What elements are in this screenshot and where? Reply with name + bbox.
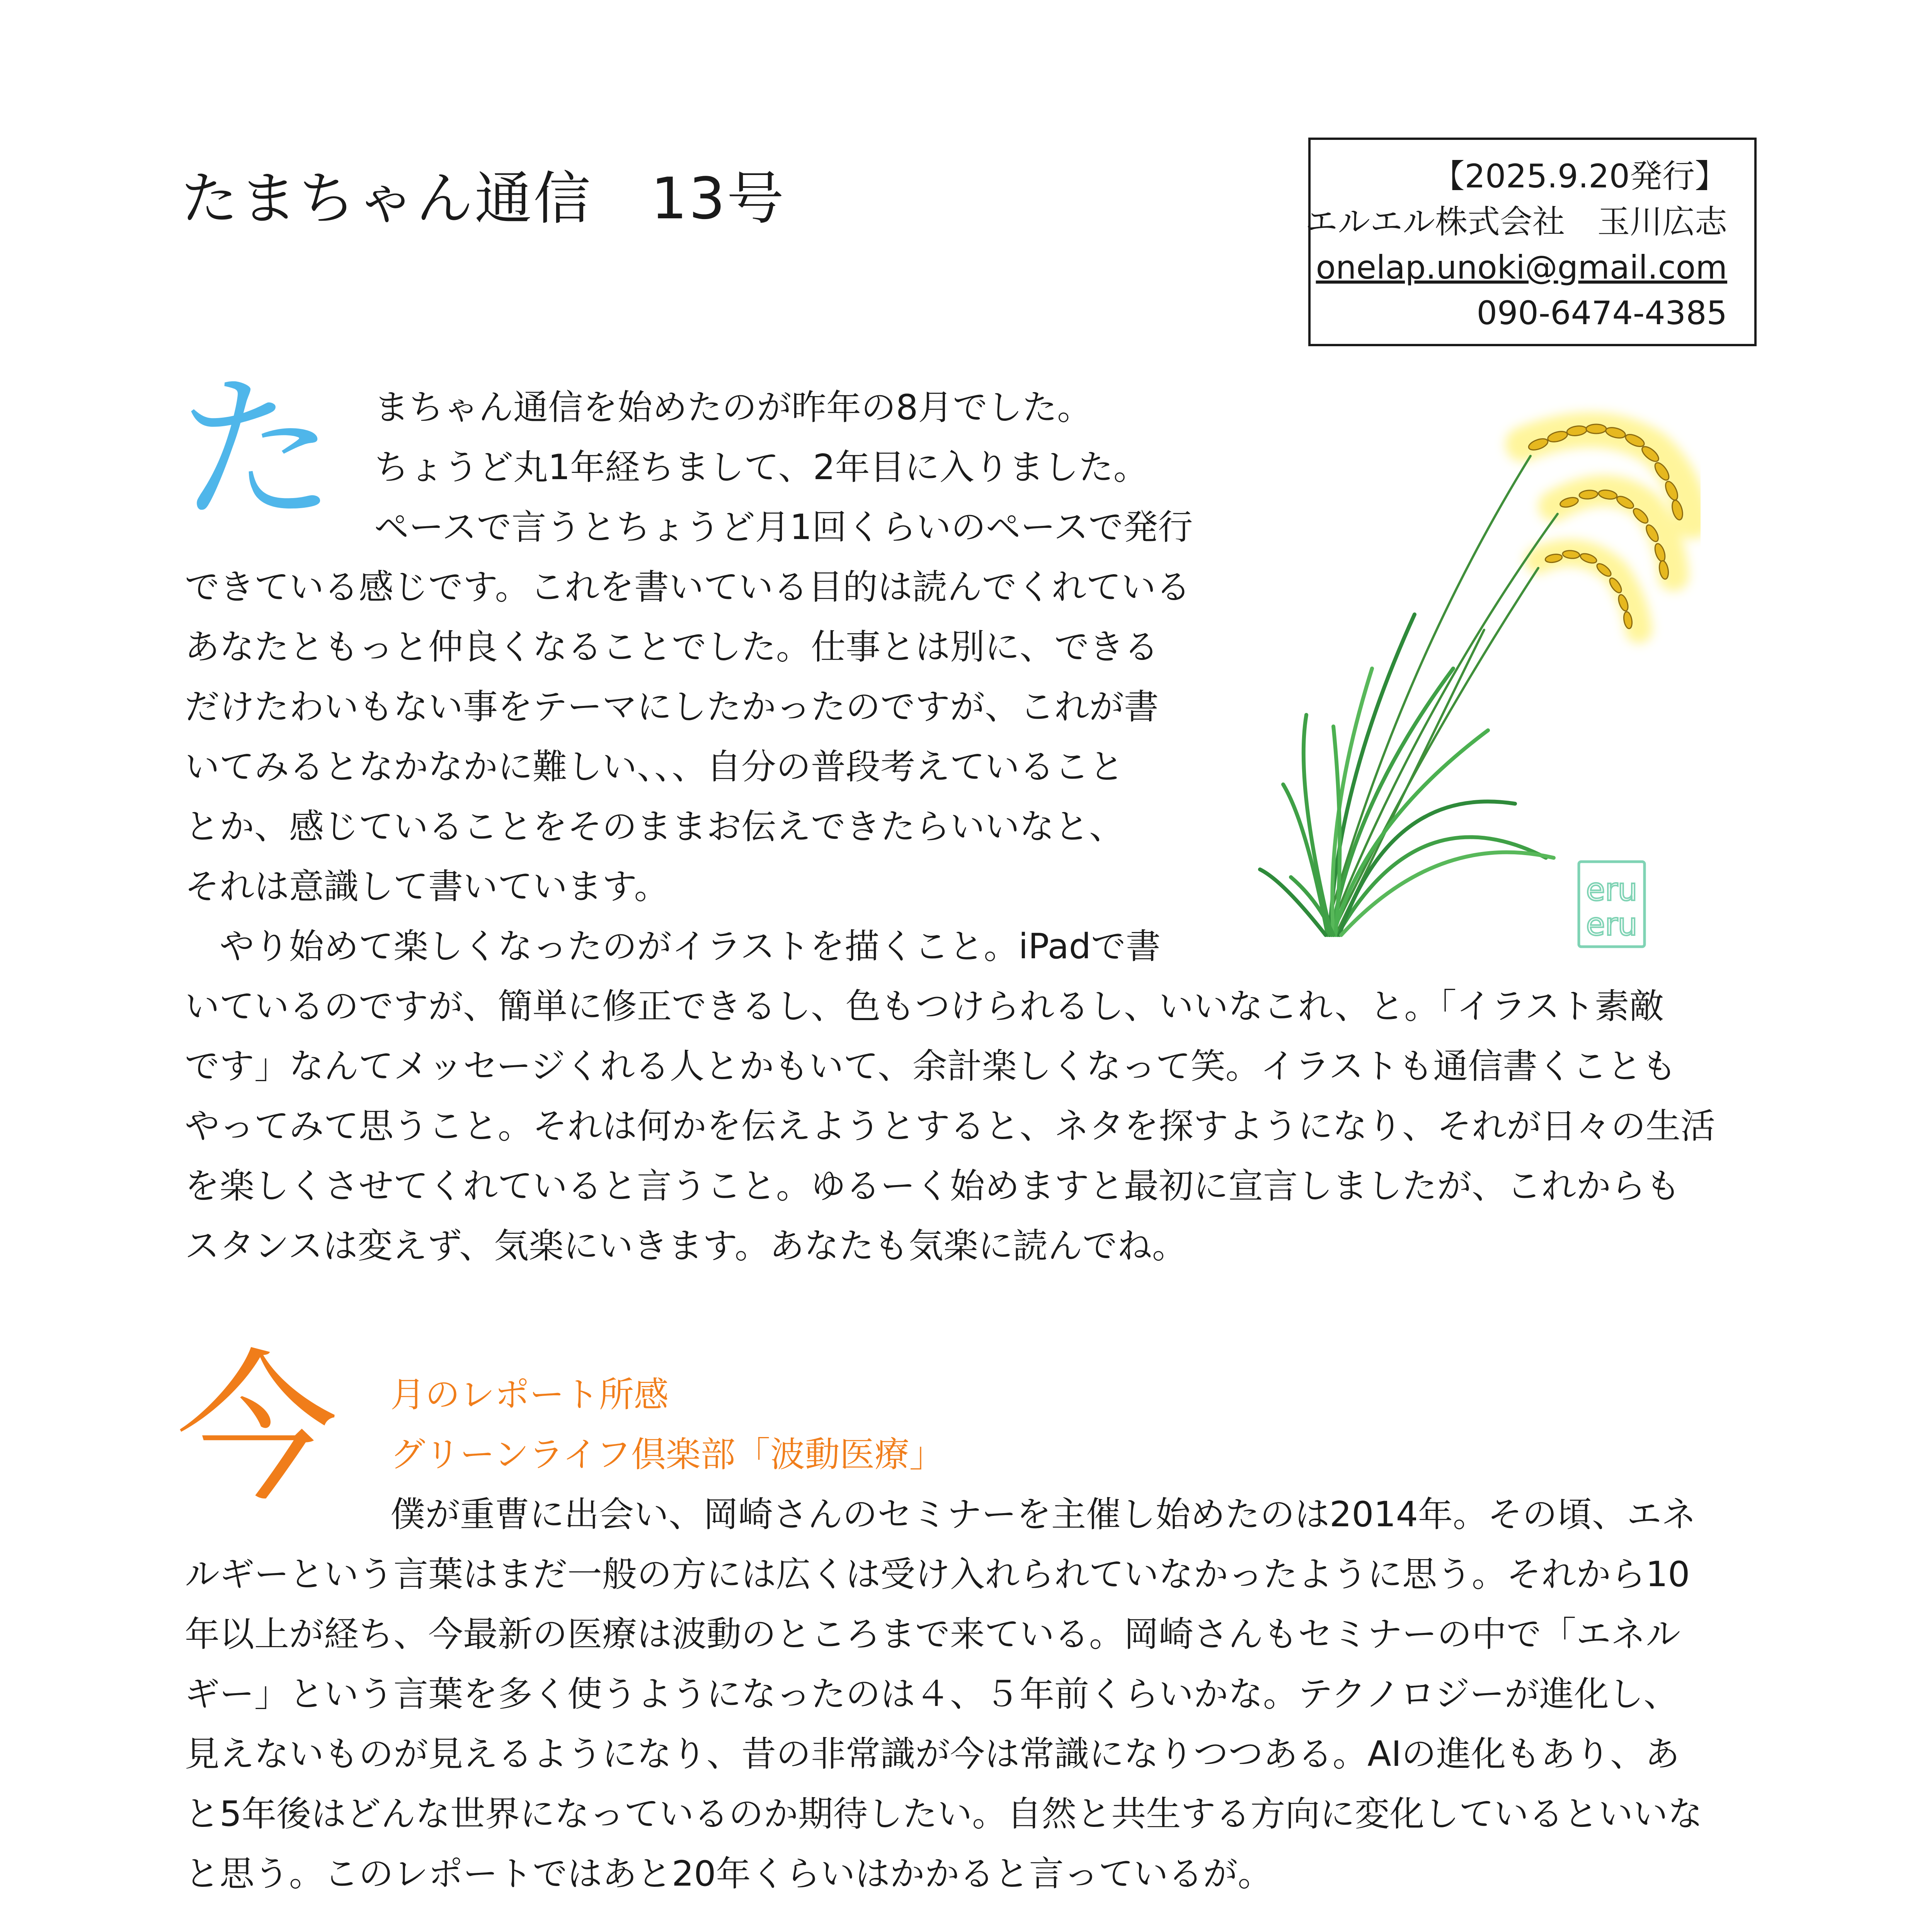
section1-line: いているのですが、簡単に修正できるし、色もつけられるし、いいなこれ、と。「イラスト素敵 — [185, 986, 1664, 1027]
eru-eru-signature — [1579, 862, 1645, 947]
dropcap-ta-1: た — [178, 358, 336, 543]
newsletter-title: たまちゃん通信 13号 — [181, 165, 786, 232]
section1-line: ペースで言うとちょうど月1回くらいのペースで発行 — [374, 507, 1193, 548]
section1-line: それは意識して書いています。 — [185, 866, 669, 907]
section1-line: いてみるとなかなかに難しい、、、自分の普段考えていること — [185, 747, 1124, 787]
section1-line: ちょうど丸1年経ちまして、2年目に入りました。 — [374, 447, 1148, 488]
company-name: エルエル株式会社 玉川広志 — [1305, 203, 1727, 241]
rice-stems — [1326, 456, 1558, 931]
section1-line: まちゃん通信を始めたのが昨年の8月でした。 — [374, 387, 1092, 428]
svg-text:eru: eru — [1586, 872, 1638, 908]
section1-line: あなたともっと仲良くなることでした。仕事とは別に、できる — [185, 627, 1159, 667]
phone-number: 090-6474-4385 — [1476, 294, 1727, 332]
section2-line: と思う。このレポートではあと20年くらいはかかると言っているが。 — [185, 1854, 1273, 1894]
section1-line: できている感じです。これを書いている目的は読んでくれている — [185, 567, 1191, 607]
section2-subheading: グリーンライフ倶楽部「波動医療」 — [390, 1434, 944, 1475]
email-link[interactable]: onelap.unoki@gmail.com — [1316, 248, 1727, 286]
section1-line: やってみて思うこと。それは何かを伝えようとすると、ネタを探すようになり、それが日々の生活 — [185, 1106, 1715, 1146]
section1-line: を楽しくさせてくれていると言うこと。ゆるーく始めますと最初に宣言しましたが、これからも — [185, 1166, 1680, 1206]
section1-line: やり始めて楽しくなったのがイラストを描くこと。iPadで書 — [185, 926, 1161, 967]
rice-leaves — [1260, 614, 1554, 935]
section2-line: ルギーという言葉はまだ一般の方には広くは受け入れられていなかったように思う。それから10 — [185, 1554, 1690, 1595]
section2-line: 年以上が経ち、今最新の医療は波動のところまで来ている。岡崎さんもセミナーの中で「エネル — [185, 1614, 1680, 1655]
section2-line: 僕が重曹に出会い、岡崎さんのセミナーを主催し始めたのは2014年。その頃、エネ — [390, 1494, 1697, 1535]
section1-line: とか、感じていることをそのままお伝えできたらいいなと、 — [185, 806, 1124, 847]
section1-line: スタンスは変えず、気楽にいきます。あなたも気楽に読んでね。 — [185, 1226, 1187, 1266]
publisher-info-box — [1305, 138, 1757, 346]
section1-line: だけたわいもない事をテーマにしたかったのですが、これが書 — [185, 687, 1159, 727]
dropcap-ima: 今 — [176, 1335, 338, 1524]
svg-text:eru: eru — [1586, 906, 1638, 942]
section2-line: と5年後はどんな世界になっているのか期待したい。自然と共生する方向に変化しているといいな — [185, 1794, 1703, 1834]
issue-date: 【2025.9.20発行】 — [1432, 157, 1727, 195]
section1-line: です」なんてメッセージくれる人とかもいて、余計楽しくなって笑。イラストも通信書くことも — [185, 1046, 1677, 1087]
section2-heading: 月のレポート所感 — [390, 1374, 669, 1415]
section2-line: 見えないものが見えるようになり、昔の非常識が今は常識になりつつある。AIの進化もあり、あ — [185, 1734, 1680, 1774]
grain-glow — [1523, 430, 1693, 630]
rice-plant-illustration — [1237, 398, 1701, 978]
section2-line: ギー」という言葉を多く使うようになったのは４、５年前くらいかな。テクノロジーが進化し、 — [185, 1674, 1679, 1714]
